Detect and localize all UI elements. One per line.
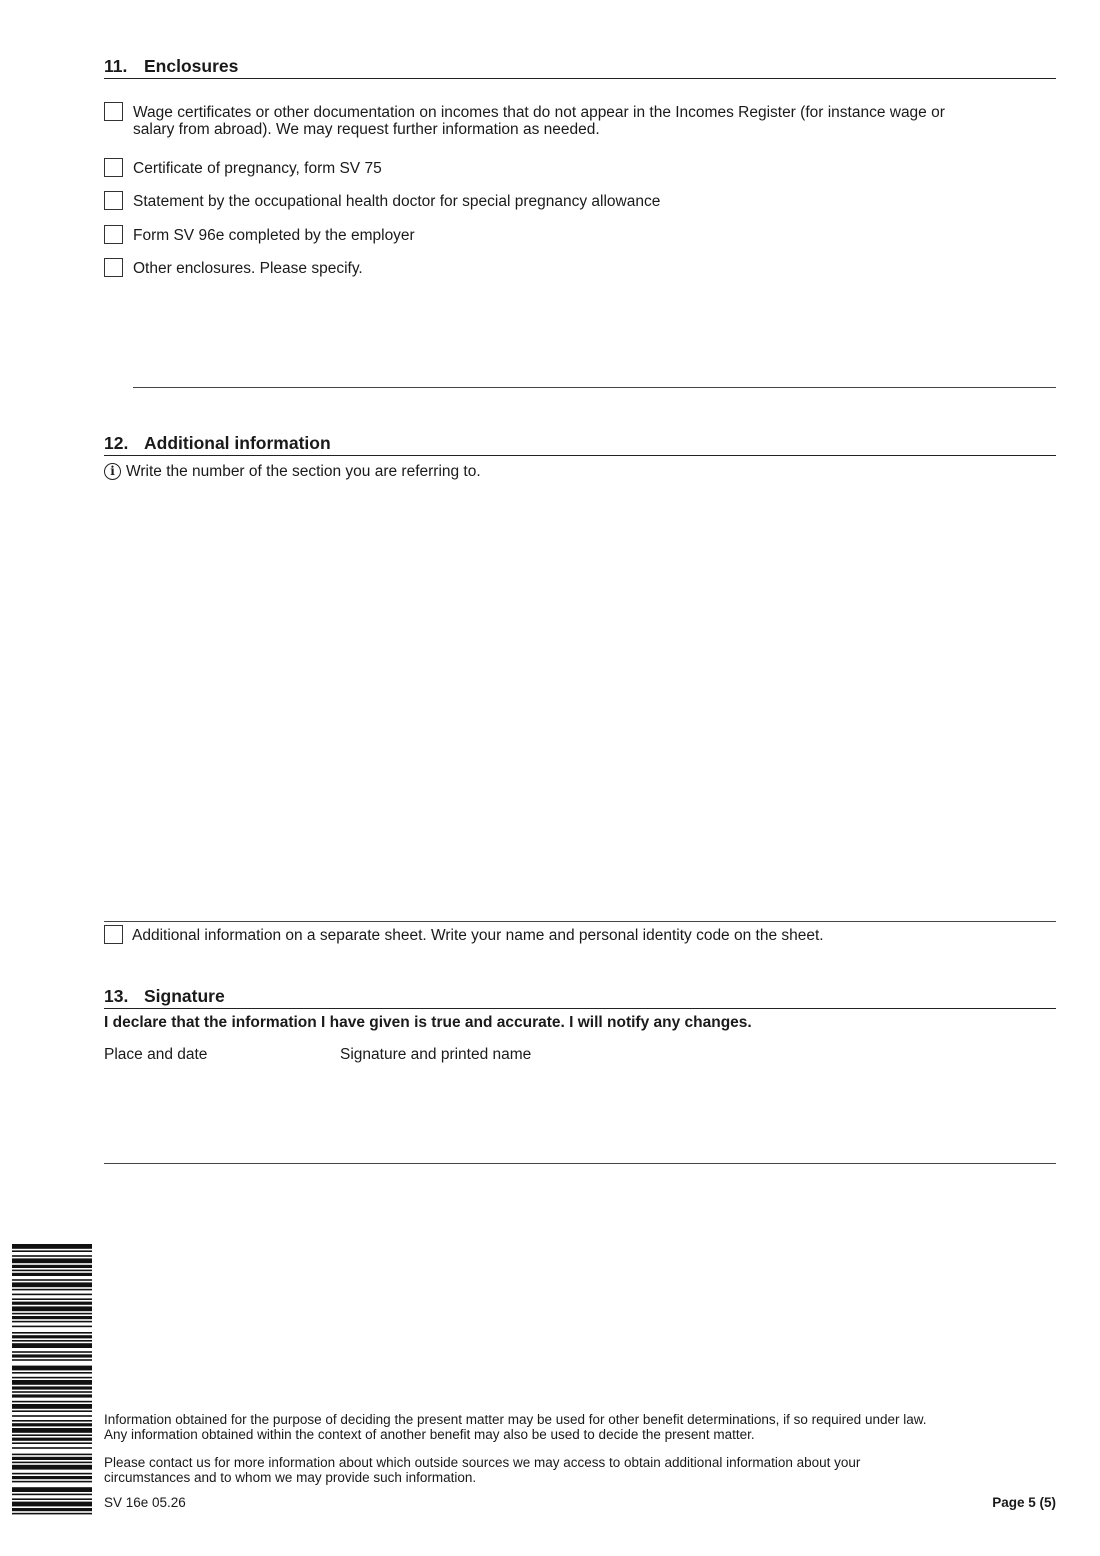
barcode-bar (12, 1513, 92, 1515)
signature-field[interactable] (340, 1130, 1054, 1158)
barcode-bar (12, 1335, 92, 1338)
signature-underline (104, 1163, 1056, 1164)
barcode-bar (12, 1343, 92, 1348)
barcode-bar (12, 1401, 92, 1403)
section-number: 12. (104, 433, 129, 453)
barcode-bar (12, 1279, 92, 1281)
enclosure-health-doctor-statement-checkbox[interactable] (104, 191, 123, 210)
section-title: Additional information (144, 433, 331, 453)
barcode-bar (12, 1332, 92, 1334)
barcode-bar (12, 1316, 92, 1319)
footer-legal-paragraph-1: Information obtained for the purpose of deciding the present matter may be used for other benefit determinations, if so required under law. Any information obtained within the context of another benefit may also be used to decide the present matter. (104, 1412, 927, 1442)
other-enclosures-field[interactable] (133, 282, 1053, 382)
barcode-bar (12, 1447, 92, 1449)
enclosure-pregnancy-certificate-label: Certificate of pregnancy, form SV 75 (133, 160, 382, 177)
barcode-bar (12, 1372, 92, 1374)
separate-sheet-label: Additional information on a separate sheet. Write your name and personal identity code on the sheet. (132, 927, 824, 944)
enclosure-wage-certificates-label: Wage certificates or other documentation on incomes that do not appear in the Incomes Register (for instance wage or salary from abroad). We may request further information as needed. (133, 104, 945, 138)
barcode-bar (12, 1494, 92, 1496)
barcode-bar (12, 1313, 92, 1315)
additional-information-field[interactable] (104, 486, 1054, 916)
declaration-text: I declare that the information I have given is true and accurate. I will notify any changes. (104, 1014, 752, 1031)
other-enclosures-underline (133, 387, 1056, 388)
barcode-bar (12, 1265, 92, 1268)
form-code: SV 16e 05.26 (104, 1495, 186, 1510)
section-12-info-text: Write the number of the section you are referring to. (126, 463, 481, 480)
barcode-bar (12, 1442, 92, 1444)
barcode-bar (12, 1465, 92, 1470)
barcode-bar (12, 1354, 92, 1357)
barcode-bar (12, 1428, 92, 1433)
barcode-bar (12, 1481, 92, 1483)
barcode-bar (12, 1394, 92, 1397)
section-number: 11. (104, 56, 128, 76)
barcode-bar (12, 1498, 92, 1500)
barcode-bar (12, 1377, 92, 1379)
barcode-bar (12, 1289, 92, 1291)
footer-legal-paragraph-2: Please contact us for more information about which outside sources we may access to obtain additional information about your circumstances and to whom we may provide such information. (104, 1455, 861, 1485)
barcode-bar (12, 1258, 92, 1263)
barcode-bar (12, 1302, 92, 1305)
barcode-bar (12, 1250, 92, 1252)
barcode-bar (12, 1273, 92, 1276)
barcode-bar (12, 1340, 92, 1342)
enclosure-other-label: Other enclosures. Please specify. (133, 260, 363, 277)
barcode-bar (12, 1508, 92, 1511)
place-date-field[interactable] (104, 1130, 329, 1158)
section-title: Signature (144, 986, 225, 1006)
barcode-bar (12, 1380, 92, 1385)
section-number: 13. (104, 986, 129, 1006)
barcode-bar (12, 1487, 92, 1492)
signature-label: Signature and printed name (340, 1046, 532, 1063)
enclosure-sv96e-label: Form SV 96e completed by the employer (133, 227, 415, 244)
section-13-heading (104, 986, 1056, 1009)
info-circle-icon: i (104, 463, 121, 480)
barcode-bar (12, 1434, 92, 1436)
barcode-bar (12, 1423, 92, 1426)
barcode-bar (12, 1244, 92, 1249)
barcode-bar (12, 1457, 92, 1460)
page-number: Page 5 (5) (992, 1495, 1056, 1510)
barcode-bar (12, 1282, 92, 1287)
barcode-bar (12, 1454, 92, 1456)
additional-information-bottom-rule (104, 921, 1056, 922)
barcode-bar (12, 1270, 92, 1272)
barcode-bar (12, 1351, 92, 1353)
place-date-label: Place and date (104, 1046, 208, 1063)
separate-sheet-checkbox[interactable] (104, 925, 123, 944)
barcode-bar (12, 1420, 92, 1422)
enclosure-other-checkbox[interactable] (104, 258, 123, 277)
barcode-bar (12, 1391, 92, 1393)
barcode-bar (12, 1294, 92, 1296)
barcode-bar (12, 1298, 92, 1300)
section-12-heading (104, 433, 1056, 456)
enclosure-health-doctor-statement-label: Statement by the occupational health doctor for special pregnancy allowance (133, 193, 661, 210)
barcode-icon (12, 1244, 92, 1516)
barcode-bar (12, 1404, 92, 1409)
barcode-bar (12, 1476, 92, 1479)
barcode-bar (12, 1502, 92, 1507)
barcode-bar (12, 1306, 92, 1311)
enclosure-sv96e-checkbox[interactable] (104, 225, 123, 244)
barcode-bar (12, 1255, 92, 1257)
barcode-bar (12, 1386, 92, 1389)
barcode-bar (12, 1410, 92, 1412)
barcode-bar (12, 1326, 92, 1328)
barcode-bar (12, 1321, 92, 1323)
barcode-bar (12, 1462, 92, 1464)
barcode-bar (12, 1473, 92, 1475)
barcode-bar (12, 1415, 92, 1417)
section-11-heading (104, 56, 1056, 79)
enclosure-pregnancy-certificate-checkbox[interactable] (104, 158, 123, 177)
barcode-bar (12, 1366, 92, 1371)
enclosure-wage-certificates-checkbox[interactable] (104, 102, 123, 121)
section-title: Enclosures (144, 56, 239, 76)
barcode-bar (12, 1359, 92, 1361)
barcode-bar (12, 1438, 92, 1441)
